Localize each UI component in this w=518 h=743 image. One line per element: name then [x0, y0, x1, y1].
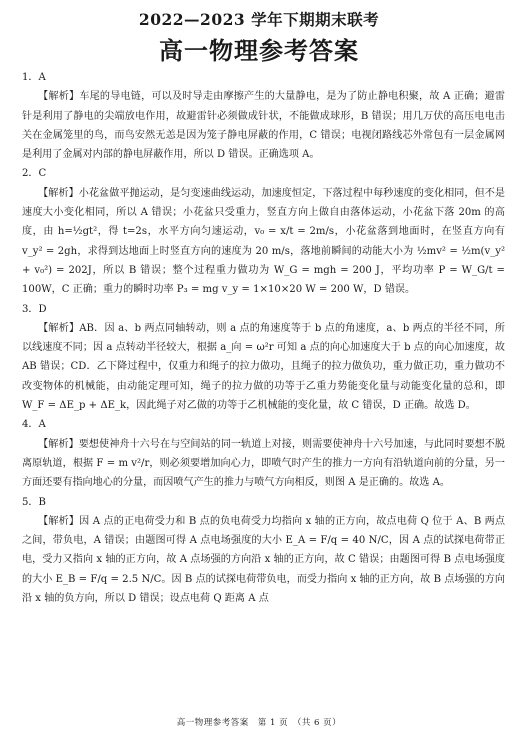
answer-label: 4．A — [22, 419, 46, 431]
answer-label: 1．A — [22, 72, 46, 83]
answer-item-2 — [22, 164, 505, 299]
answer-item-3 — [22, 300, 505, 416]
answer-item-5 — [22, 493, 505, 609]
answer-label: 3．D — [22, 303, 47, 315]
answer-list — [22, 68, 505, 608]
answer-label: 5．B — [22, 496, 46, 508]
document-title: 高一物理参考答案 — [159, 36, 359, 65]
answer-item-4 — [22, 415, 505, 492]
exam-title: 2022—2023 学年下期期末联考 — [138, 10, 380, 29]
answer-explanation: 【解析】因 A 点的正电荷受力和 B 点的负电荷受力均指向 x 轴的正方向，故点电荷 Q 位于 A、B 两点之间，带负电，A 错误；由题图可得 A 点电场强度的大小 E_A = F/q = 40 N/C，因 A 点的试探电荷带正电，受力又指向 x 轴的正方向，故 A 点场强的方向沿 x 轴的正方向，故 C 错误；由题图可得 B 点电场强度的大小 E_B = F/q = 2.5 N/C。因 B 点的试探电荷带负电，而受力指向 x 轴的正方向，故 B 点场强的方向沿 x 轴的负方向，所以 D 错误；设点电荷 Q 距离 A 点 — [22, 515, 505, 605]
answer-explanation: 【解析】要想使神舟十六号在与空间站的同一轨道上对接，则需要使神舟十六号加速，与此同时要想不脱离原轨道，根据 F = m v²/r，则必须要增加向心力，即喷气时产生的推力一方向有沿轨道向前的分量，另一方面还要有指向地心的分量，而因喷气产生的推力与喷气方向相反，则图 A 是正确的。故选 A。 — [22, 438, 505, 489]
answer-explanation: 【解析】AB．因 a、b 两点同轴转动，则 a 点的角速度等于 b 点的角速度，a、b 两点的半径不同，所以线速度不同；因 a 点转动半径较大，根据 a_向 = ω²r 可知 a 点的向心加速度大于 b 点的向心加速度，故 AB 错误；CD．乙下降过程中，仅重力和绳子的拉力做功，且绳子的拉力做负功，重力做正功，重力做功不改变物体的机械能，由动能定理可知，绳子的拉力做的功等于乙重力势能变化量与动能变化量的总和，即 W_F = ΔE_p + ΔE_k，因此绳子对乙做的功等于乙机械能的变化量，故 C 错误，D 正确。故选 D。 — [22, 322, 505, 412]
answer-item-1 — [22, 68, 505, 164]
answer-explanation: 【解析】小花盆做平抛运动，是匀变速曲线运动，加速度恒定，下落过程中每秒速度的变化相同，但不是速度大小变化相同，所以 A 错误；小花盆只受重力，竖直方向上做自由落体运动，小花盆下落 20m 的高度，由 h=½gt²，得 t=2s，水平方向匀速运动，v₀ = x/t = 2m/s，小花盆落到地面时，在竖直方向有 v_y² = 2gh，求得到达地面上时竖直方向的速度为 20 m/s，落地前瞬间的动能大小为 ½mv² = ½m(v_y² + v₀²) = 202J，所以 B 错误；整个过程重力做功为 W_G = mgh = 200 J，平均功率 P = W_G/t = 100W，C 正确；重力的瞬时功率 P₃ = mg v_y = 1×10×20 W = 200 W，D 错误。 — [22, 187, 505, 296]
answer-explanation: 【解析】车尾的导电链，可以及时导走由摩擦产生的大量静电，是为了防止静电积聚，故 A 正确；避雷针是利用了静电的尖端放电作用，故避雷针必须做成针状，不能做成球形，B 错误；用几万伏的高压电电击关在金属笼里的鸟，而鸟安然无恙是因为笼子静电屏蔽的作用，C 错误；电视闭路线芯外常包有一层金属网是利用了金属对内部的静电屏蔽作用，所以 D 错误。正确选项 A。 — [22, 91, 505, 161]
page-footer: 高一物理参考答案 第 1 页 （共 6 页） — [176, 718, 342, 728]
answer-label: 2．C — [22, 168, 47, 180]
